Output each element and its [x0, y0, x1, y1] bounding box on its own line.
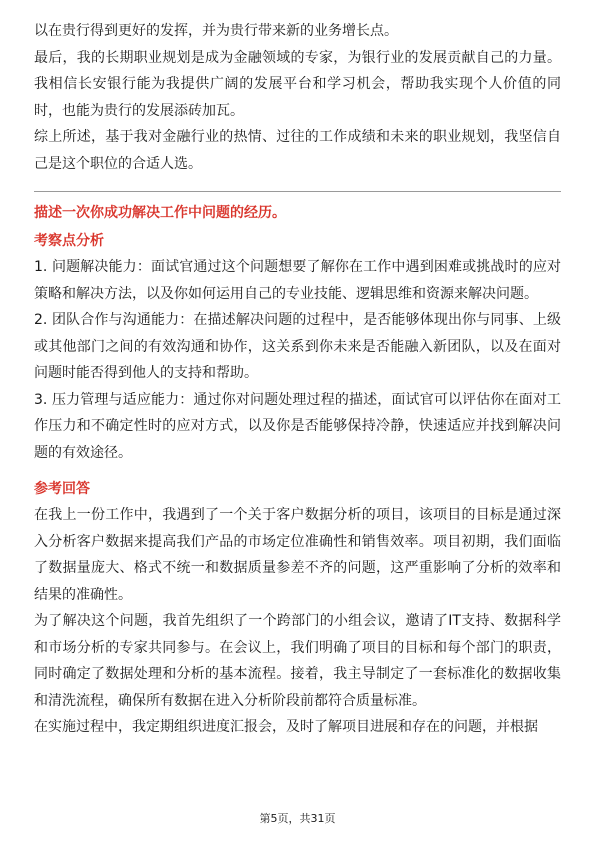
- intro-paragraph-2: 最后，我的长期职业规划是成为金融领域的专家，为银行业的发展贡献自己的力量。我相信长安银行能为我提供广阔的发展平台和学习机会，帮助我实现个人价值的同时，也能为贵行的发展添砖加瓦。: [34, 49, 561, 119]
- intro-paragraph-3: 综上所述，基于我对金融行业的热情、过往的工作成绩和未来的职业规划，我坚信自己是这个职位的合适人选。: [34, 129, 561, 172]
- section-divider: [34, 191, 561, 192]
- answer-paragraph-2: 为了解决这个问题，我首先组织了一个跨部门的小组会议，邀请了IT支持、数据科学和市场分析的专家共同参与。在会议上，我们明确了项目的目标和每个部门的职责，同时确定了数据处理和分析的基本流程。接着，我主导制定了一套标准化的数据收集和清洗流程，确保所有数据在进入分析阶段前都符合质量标准。: [34, 613, 561, 709]
- page-number: 第5页，共31页: [259, 812, 336, 825]
- answer-title: 参考回答: [34, 481, 90, 497]
- answer-section: [34, 476, 561, 741]
- analysis-section: [34, 228, 561, 466]
- analysis-title: 考察点分析: [34, 233, 104, 249]
- answer-paragraph-1: 在我上一份工作中，我遇到了一个关于客户数据分析的项目，该项目的目标是通过深入分析客户数据来提高我们产品的市场定位准确性和销售效率。项目初期，我们面临了数据量庞大、格式不统一和数据质量参差不齐的问题，这严重影响了分析的效率和结果的准确性。: [34, 507, 561, 603]
- analysis-item-2: 2. 团队合作与沟通能力：在描述解决问题的过程中，是否能够体现出你与同事、上级或其他部门之间的有效沟通和协作，这关系到你未来是否能融入新团队，以及在面对问题时能否得到他人的支持和帮助。: [34, 312, 561, 381]
- intro-paragraph-1: 以在贵行得到更好的发挥，并为贵行带来新的业务增长点。: [34, 23, 398, 39]
- answer-paragraph-3: 在实施过程中，我定期组织进度汇报会，及时了解项目进展和存在的问题，并根据: [34, 719, 538, 735]
- analysis-item-1: 1. 问题解决能力：面试官通过这个问题想要了解你在工作中遇到困难或挑战时的应对策略和解决方法，以及你如何运用自己的专业技能、逻辑思维和资源来解决问题。: [34, 259, 561, 302]
- interview-question: 描述一次你成功解决工作中问题的经历。: [34, 205, 286, 221]
- analysis-item-3: 3. 压力管理与适应能力：通过你对问题处理过程的描述，面试官可以评估你在面对工作压力和不确定性时的应对方式，以及你是否能够保持冷静，快速适应并找到解决问题的有效途径。: [34, 391, 561, 461]
